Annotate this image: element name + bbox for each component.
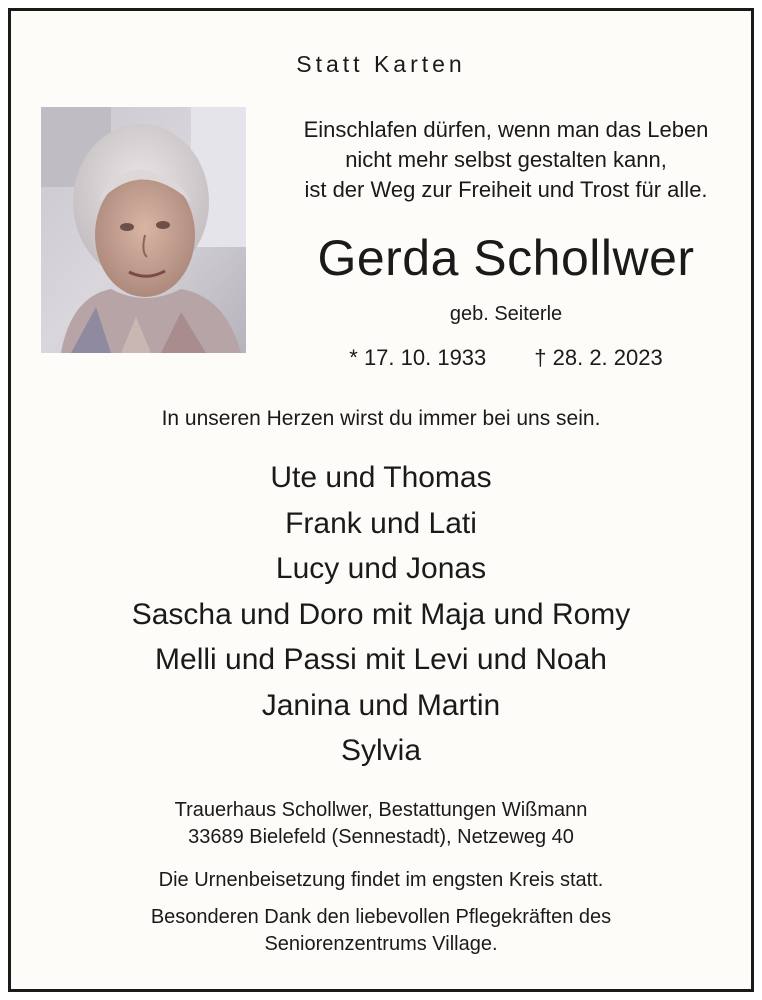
- obituary-card: [8, 8, 754, 992]
- quote-line: Einschlafen dürfen, wenn man das Leben: [303, 117, 709, 142]
- birth-name: geb. Seiterle: [449, 303, 563, 325]
- family-member: Melli und Passi mit Levi und Noah: [155, 643, 607, 676]
- motto: In unseren Herzen wirst du immer bei uns sein.: [161, 407, 601, 430]
- address-line: 33689 Bielefeld (Sennestadt), Netzeweg 40: [188, 826, 574, 848]
- family-member: Sylvia: [340, 734, 422, 767]
- quote-line: nicht mehr selbst gestalten kann,: [345, 147, 667, 172]
- family-member: Lucy und Jonas: [275, 552, 487, 585]
- address-line: Trauerhaus Schollwer, Bestattungen Wißmann: [174, 799, 588, 821]
- thanks-line: Besonderen Dank den liebevollen Pflegekräften des: [150, 906, 612, 928]
- deceased-name: Gerda Schollwer: [317, 230, 695, 286]
- quote: [271, 115, 741, 205]
- quote-line: ist der Weg zur Freiheit und Trost für alle.: [304, 177, 708, 202]
- life-dates: [271, 345, 741, 371]
- family-member: Sascha und Doro mit Maja und Romy: [131, 597, 631, 631]
- family-list: [11, 455, 751, 774]
- portrait-image: [41, 107, 246, 353]
- death-date: † 28. 2. 2023: [534, 345, 663, 370]
- thanks-note: [11, 904, 751, 958]
- address-block: [11, 797, 751, 851]
- birth-date: * 17. 10. 1933: [349, 345, 487, 370]
- family-member: Ute und Thomas: [270, 461, 492, 494]
- burial-note: Die Urnenbeisetzung findet im engsten Kreis statt.: [158, 869, 604, 891]
- family-member: Frank und Lati: [285, 506, 477, 540]
- portrait-photo: [41, 107, 246, 353]
- thanks-line: Seniorenzentrums Village.: [264, 933, 498, 955]
- header-statt-karten: Statt Karten: [296, 51, 466, 77]
- family-member: Janina und Martin: [261, 688, 501, 722]
